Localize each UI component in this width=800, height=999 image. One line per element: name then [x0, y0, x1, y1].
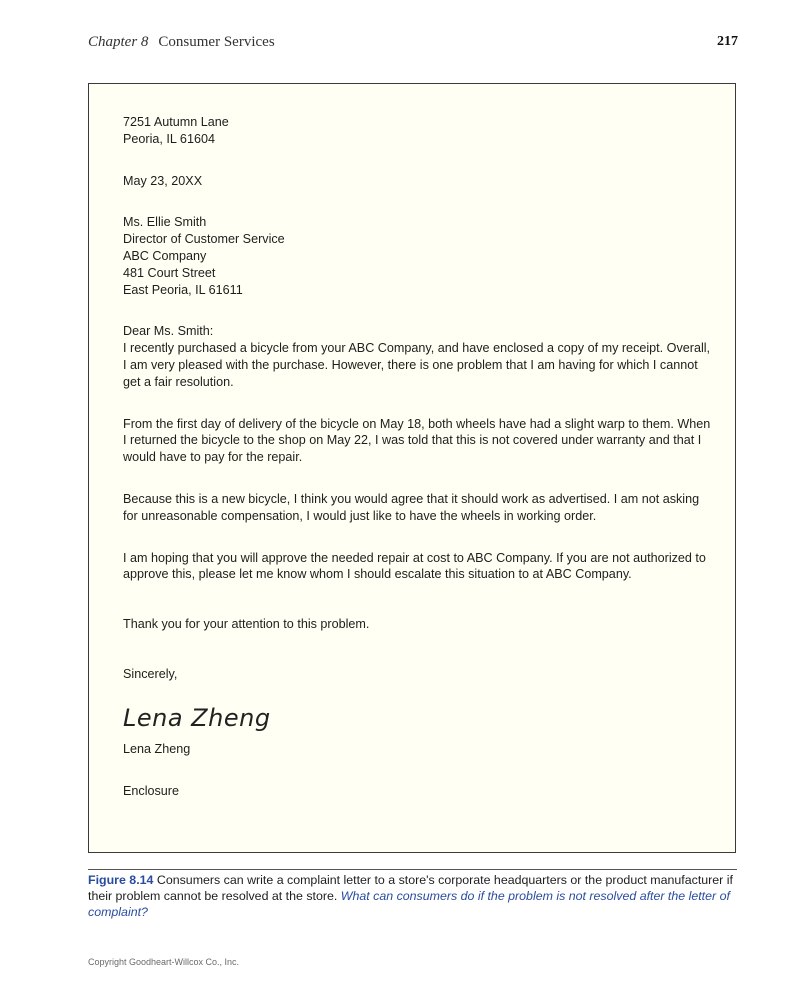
complaint-letter	[123, 114, 713, 799]
recipient-line: ABC Company	[123, 248, 207, 263]
body-paragraph-4: I am hoping that you will approve the needed repair at cost to ABC Company. If you are not authorized to approve this, please let me know whom I should escalate this situation to at ABC Company.	[123, 550, 706, 582]
salutation: Dear Ms. Smith:	[123, 324, 214, 339]
handwritten-signature: Lena Zheng	[123, 703, 271, 732]
figure-label: Figure 8.14	[88, 873, 154, 887]
caption-text: Consumers can write a complaint letter to a store's corporate headquarters or the product manufacturer if their problem cannot be resolved at the store.	[88, 873, 733, 903]
address-line: Peoria, IL 61604	[123, 131, 215, 146]
chapter-label: Chapter 8	[88, 34, 149, 50]
typed-name: Lena Zheng	[123, 741, 191, 756]
sender-address	[123, 114, 713, 148]
caption-question: What can consumers do if the problem is not resolved after the letter of complaint?	[88, 889, 730, 919]
closing: Sincerely,	[123, 666, 178, 681]
letter-date: May 23, 20XX	[123, 173, 203, 188]
section-title: Consumer Services	[158, 34, 275, 50]
enclosure-note: Enclosure	[123, 783, 180, 798]
figure-caption	[88, 872, 740, 920]
body-paragraph-2: From the first day of delivery of the bicycle on May 18, both wheels have had a slight warp to them. When I returned the bicycle to the shop on May 22, I was told that this is not covered under warranty and that I would have to pay for the repair.	[123, 416, 711, 465]
address-line: 7251 Autumn Lane	[123, 115, 229, 129]
recipient-line: 481 Court Street	[123, 265, 216, 280]
page-number: 217	[717, 34, 738, 49]
recipient-line: Director of Customer Service	[123, 232, 285, 247]
letter-figure	[88, 83, 736, 853]
body-paragraph-1: I recently purchased a bicycle from your ABC Company, and have enclosed a copy of my receipt. Overall, I am very pleased with the purchase. However, there is one problem that I am having for which I cannot get a fair resolution.	[123, 341, 711, 389]
copyright-notice: Copyright Goodheart-Willcox Co., Inc.	[88, 957, 240, 967]
recipient-line: Ms. Ellie Smith	[123, 215, 207, 230]
caption-divider	[88, 869, 737, 870]
body-paragraph-3: Because this is a new bicycle, I think you would agree that it should work as advertised. I am not asking for unreasonable compensation, I would just like to have the wheels in working order.	[123, 491, 700, 523]
recipient-line: East Peoria, IL 61611	[123, 282, 243, 297]
running-head	[88, 34, 738, 54]
recipient-address	[123, 214, 713, 298]
thanks-line: Thank you for your attention to this problem.	[123, 617, 370, 632]
